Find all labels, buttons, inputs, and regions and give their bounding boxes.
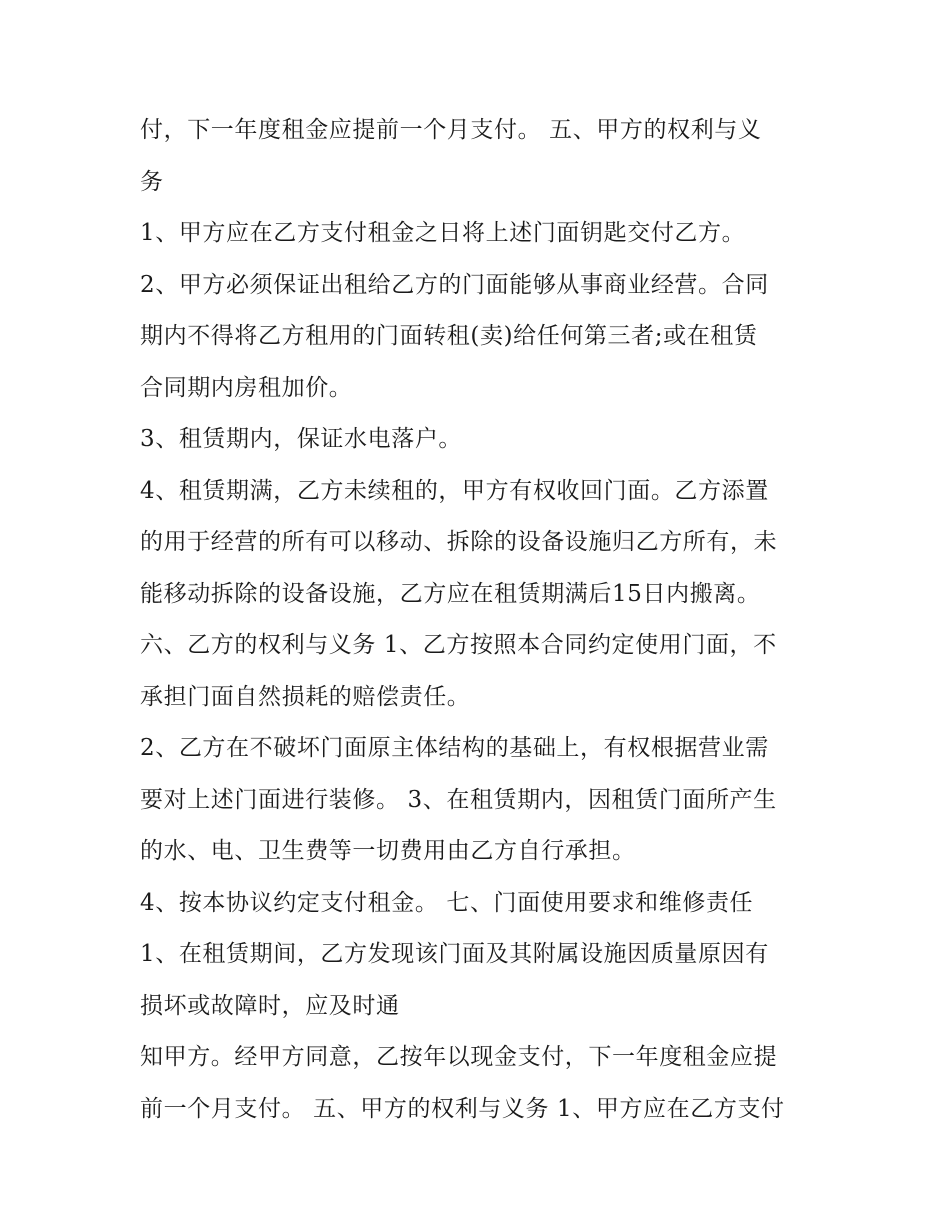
text-line: 合同期内房租加价。 <box>140 374 353 401</box>
text-line: 2、乙方在不破坏门面原主体结构的基础上，有权根据营业需 <box>140 735 769 761</box>
text-line: 务 <box>140 168 164 195</box>
text-line: 期内不得将乙方租用的门面转租(卖)给任何第三者;或在租赁 <box>140 323 758 349</box>
text-line: 3、租赁期内，保证水电落户。 <box>140 426 463 452</box>
text-line: 的水、电、卫生费等一切费用由乙方自行承担。 <box>140 838 636 864</box>
text-line: 的用于经营的所有可以移动、拆除的设备设施归乙方所有，未 <box>140 529 778 555</box>
text-line: 4、租赁期满，乙方未续租的，甲方有权收回门面。乙方添置 <box>140 477 769 504</box>
text-line: 损坏或故障时，应及时通 <box>140 992 400 1019</box>
text-line: 付，下一年度租金应提前一个月支付。 五、甲方的权利与义 <box>140 117 762 143</box>
document-body <box>140 105 820 1135</box>
text-line: 2、甲方必须保证出租给乙方的门面能够从事商业经营。合同 <box>140 271 769 298</box>
text-line: 承担门面自然损耗的赔偿责任。 <box>140 683 471 710</box>
text-line: 1、在租赁期间，乙方发现该门面及其附属设施因质量原因有 <box>140 941 769 967</box>
text-line: 知甲方。经甲方同意，乙按年以现金支付，下一年度租金应提 <box>140 1044 778 1070</box>
text-line: 要对上述门面进行装修。 3、在租赁期内，因租赁门面所产生 <box>140 786 777 813</box>
text-line: 能移动拆除的设备设施，乙方应在租赁期满后15日内搬离。 <box>140 580 761 607</box>
text-line: 六、乙方的权利与义务 1、乙方按照本合同约定使用门面，不 <box>140 632 777 658</box>
text-line: 前一个月支付。 五、甲方的权利与义务 1、甲方应在乙方支付 <box>140 1095 785 1122</box>
text-line: 1、甲方应在乙方支付租金之日将上述门面钥匙交付乙方。 <box>140 220 746 246</box>
text-line: 4、按本协议约定支付租金。 七、门面使用要求和维修责任 <box>140 889 754 916</box>
